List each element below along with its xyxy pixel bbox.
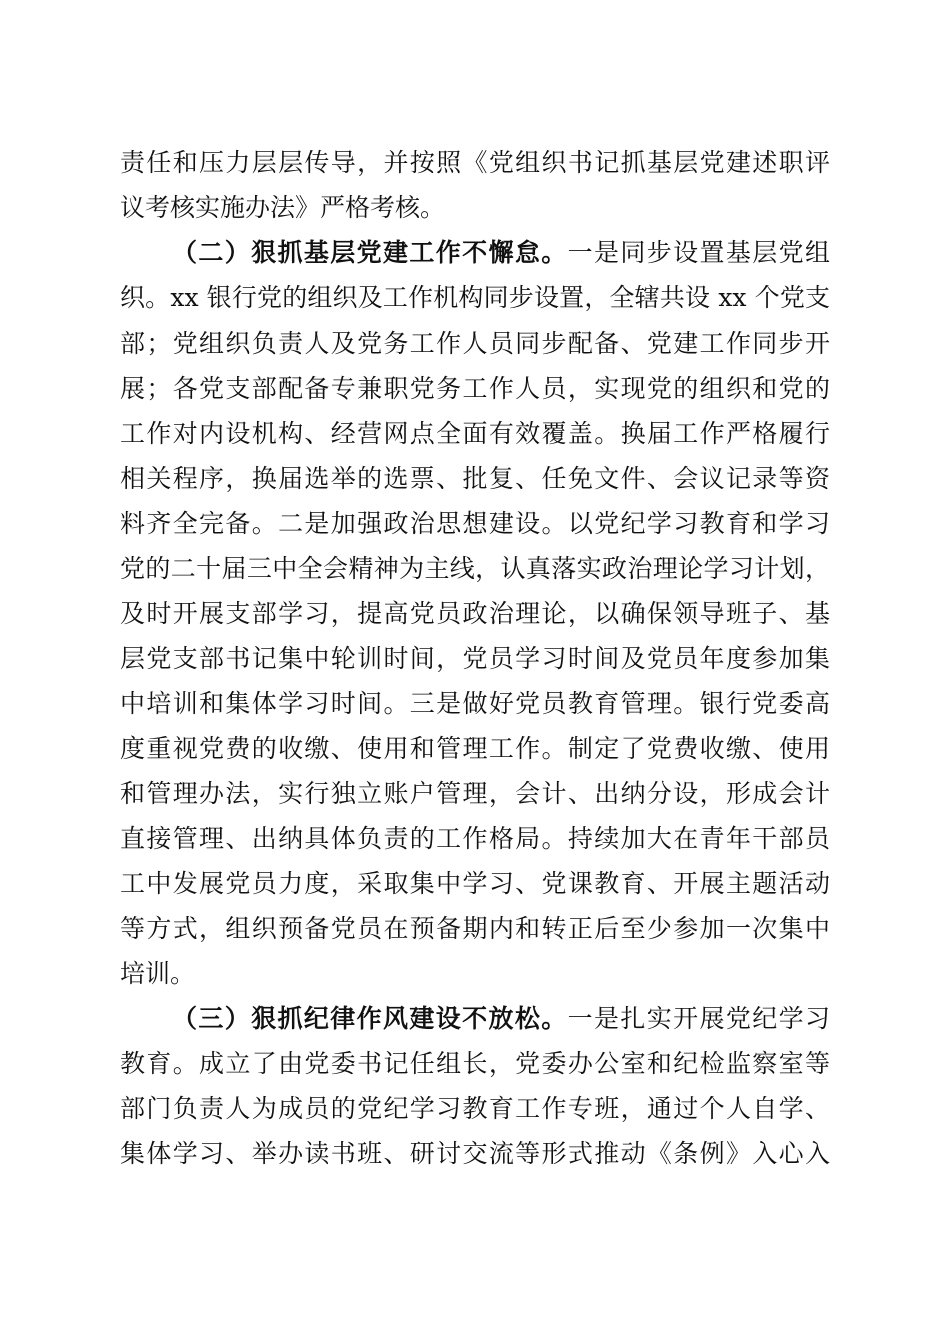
text-line: 教育。成立了由党委书记任组长，党委办公室和纪检监察室等 [120, 1049, 830, 1078]
section-heading: （二）狠抓基层党建工作不懈怠。 [172, 238, 568, 267]
text-line: 工中发展党员力度，采取集中学习、党课教育、开展主题活动 [120, 869, 830, 898]
text-line: 集体学习、举办读书班、研讨交流等形式推动《条例》入心入 [120, 1139, 830, 1168]
text-line: 度重视党费的收缴、使用和管理工作。制定了党费收缴、使用 [120, 734, 830, 763]
text-line: 层党支部书记集中轮训时间，党员学习时间及党员年度参加集 [120, 644, 830, 673]
text-line: 中培训和集体学习时间。三是做好党员教育管理。银行党委高 [120, 689, 830, 718]
text-line: 展；各党支部配备专兼职党务工作人员，实现党的组织和党的 [120, 374, 830, 403]
text-run: 一是扎实开展党纪学习 [567, 1004, 830, 1033]
text-line: 培训。 [120, 959, 196, 988]
text-line: 部；党组织负责人及党务工作人员同步配备、党建工作同步开 [120, 329, 830, 358]
text-line: 党的二十届三中全会精神为主线，认真落实政治理论学习计划， [120, 554, 830, 583]
text-line: 责任和压力层层传导，并按照《党组织书记抓基层党建述职评 [120, 148, 830, 177]
section-heading-line [172, 233, 830, 273]
text-line: 及时开展支部学习，提高党员政治理论，以确保领导班子、基 [120, 599, 830, 628]
text-line: 议考核实施办法》严格考核。 [120, 193, 446, 222]
section-heading: （三）狠抓纪律作风建设不放松。 [172, 1004, 568, 1033]
text-line: 和管理办法，实行独立账户管理，会计、出纳分设，形成会计 [120, 779, 830, 808]
text-line: 直接管理、出纳具体负责的工作格局。持续加大在青年干部员 [120, 824, 830, 853]
text-run: 一是同步设置基层党组 [567, 238, 830, 267]
text-line: 相关程序，换届选举的选票、批复、任免文件、会议记录等资 [120, 464, 830, 493]
section-heading-line [172, 999, 830, 1039]
text-line: 等方式，组织预备党员在预备期内和转正后至少参加一次集中 [120, 914, 830, 943]
text-line: 工作对内设机构、经营网点全面有效覆盖。换届工作严格履行 [120, 419, 830, 448]
text-line: 织。xx 银行党的组织及工作机构同步设置，全辖共设 xx 个党支 [120, 283, 830, 312]
text-line: 料齐全完备。二是加强政治思想建设。以党纪学习教育和学习 [120, 509, 830, 538]
text-line: 部门负责人为成员的党纪学习教育工作专班，通过个人自学、 [120, 1094, 830, 1123]
